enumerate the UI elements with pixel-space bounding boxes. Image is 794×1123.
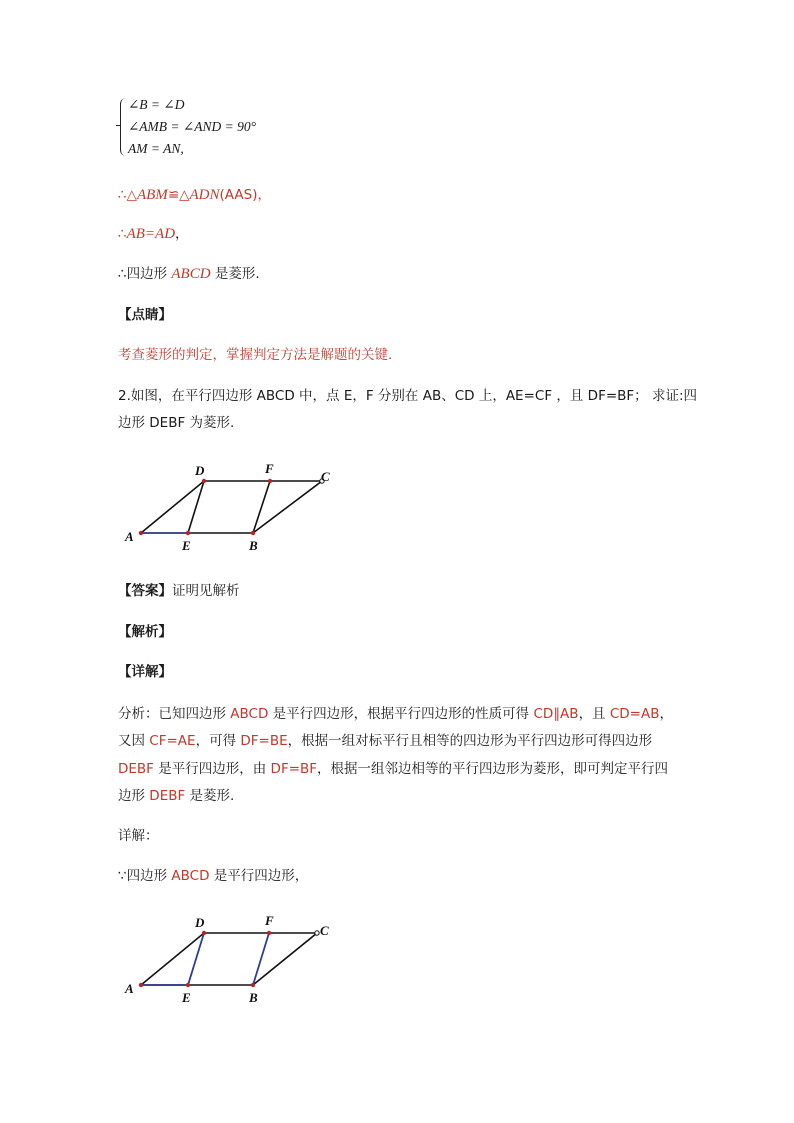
dianjing-body: 考查菱形的判定，掌握判定方法是解题的关键. [118,347,393,363]
xiangjie-heading: 【详解】 [118,664,172,680]
fig1-label-F: F [265,461,274,476]
ab-ad-line: ∴AB=AD， [118,226,189,242]
fig1-label-D: D [195,463,205,478]
congruence-line: ∴△ABM≌△ADN(AAS)， [118,187,271,203]
fig2-label-B: B [249,990,258,1005]
fig2-label-C: C [320,923,329,938]
fig1-label-C: C [321,469,330,484]
dianjing-heading: 【点睛】 [118,307,172,323]
problem-2-line-2: 边形 DEBF 为菱形. [118,415,235,431]
fig1-label-A: A [125,529,134,544]
equation-line-3: AM = AN, [128,141,184,156]
detail-line-1: ∵四边形 ABCD 是平行四边形， [118,868,309,884]
parallelogram-figure-2 [115,908,345,1013]
detail-label: 详解： [118,828,159,844]
analysis-line-1: 分析：已知四边形 ABCD 是平行四边形，根据平行四边形的性质可得 CD∥AB，且 CD=AB， [118,706,673,722]
parallelogram-figure-1 [115,455,345,560]
jiexi-heading: 【解析】 [118,624,172,640]
rhombus-conclusion-line: ∴四边形 ABCD 是菱形. [118,266,260,282]
brace-symbol [120,98,127,156]
analysis-line-2: 又因 CF=AE，可得 DF=BE，根据一组对标平行且相等的四边形为平行四边形可得四边形 [118,733,653,749]
analysis-line-3: DEBF 是平行四边形，由 DF=BF，根据一组邻边相等的平行四边形为菱形，即可判定平行四 [118,761,669,777]
fig2-label-A: A [125,981,134,996]
fig2-label-F: F [265,913,274,928]
fig2-label-D: D [195,915,205,930]
fig2-label-E: E [182,990,191,1005]
analysis-line-4: 边形 DEBF 是菱形. [118,788,235,804]
fig1-label-E: E [182,538,191,553]
problem-2-line-1: 2.如图，在平行四边形 ABCD 中，点 E，F 分别在 AB、CD 上，AE=CF ，且 DF=BF； 求证:四 [118,388,698,404]
answer-line: 【答案】证明见解析 [118,583,240,599]
equation-line-2: ∠AMB = ∠AND = 90° [128,119,256,134]
equation-line-1: ∠B = ∠D [128,97,185,112]
fig1-label-B: B [249,538,258,553]
